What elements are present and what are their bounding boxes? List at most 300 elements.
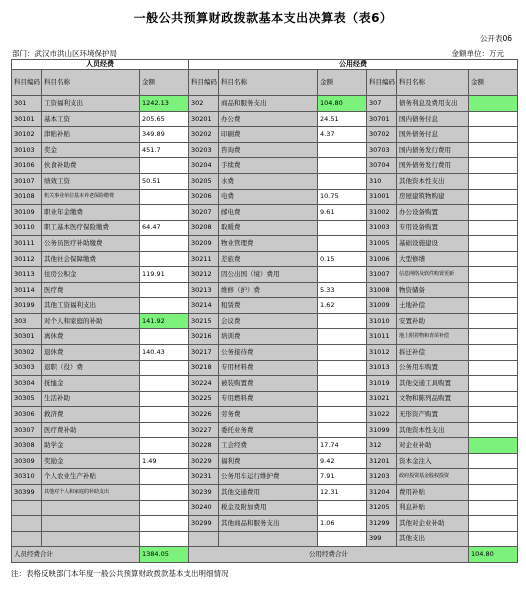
cell-amount bbox=[318, 345, 367, 361]
cell-code: 30211 bbox=[189, 251, 219, 267]
cell-code bbox=[12, 516, 42, 532]
col-header-code: 科目编码 bbox=[189, 70, 219, 96]
cell-name: 租赁费 bbox=[219, 298, 318, 314]
cell-code: 30212 bbox=[189, 267, 219, 283]
cell-code: 30202 bbox=[189, 127, 219, 143]
col-header-amount: 金额 bbox=[140, 70, 189, 96]
cell-code: 30207 bbox=[189, 205, 219, 221]
cell-amount: 7.91 bbox=[318, 469, 367, 485]
public-total-value: 104.80 bbox=[469, 547, 518, 563]
cell-code: 31022 bbox=[367, 407, 397, 423]
cell-name: 债务利息及费用支出 bbox=[397, 96, 469, 112]
cell-code: 31001 bbox=[367, 189, 397, 205]
cell-code: 399 bbox=[367, 531, 397, 547]
cell-code: 30204 bbox=[189, 158, 219, 174]
cell-code: 30309 bbox=[12, 453, 42, 469]
cell-name: 其他资本性支出 bbox=[397, 422, 469, 438]
cell-name: 办公费 bbox=[219, 111, 318, 127]
cell-code: 301 bbox=[12, 96, 42, 112]
cell-code: 30213 bbox=[189, 282, 219, 298]
cell-amount bbox=[140, 298, 189, 314]
cell-code: 31005 bbox=[367, 236, 397, 252]
cell-name: 福利费 bbox=[219, 453, 318, 469]
cell-code: 30702 bbox=[367, 127, 397, 143]
cell-code: 30218 bbox=[189, 360, 219, 376]
cell-code: 30299 bbox=[189, 516, 219, 532]
cell-code: 30304 bbox=[12, 376, 42, 392]
cell-amount bbox=[140, 329, 189, 345]
cell-amount: 119.91 bbox=[140, 267, 189, 283]
cell-amount bbox=[140, 251, 189, 267]
cell-name bbox=[42, 516, 140, 532]
cell-code: 31019 bbox=[367, 376, 397, 392]
cell-name: 文物和陈列品购置 bbox=[397, 391, 469, 407]
cell-amount bbox=[140, 282, 189, 298]
cell-name: 劳务费 bbox=[219, 407, 318, 423]
cell-name: 退休费 bbox=[42, 345, 140, 361]
table-row bbox=[12, 422, 518, 438]
cell-amount bbox=[318, 329, 367, 345]
cell-amount: 349.89 bbox=[140, 127, 189, 143]
cell-name: 培训费 bbox=[219, 329, 318, 345]
cell-amount bbox=[469, 111, 518, 127]
table-row bbox=[12, 484, 518, 500]
cell-amount bbox=[469, 453, 518, 469]
col-header-name: 科目名称 bbox=[397, 70, 469, 96]
cell-amount: 64.47 bbox=[140, 220, 189, 236]
cell-name: 国外债务发行费用 bbox=[397, 158, 469, 174]
cell-amount bbox=[318, 313, 367, 329]
cell-amount: 141.92 bbox=[140, 313, 189, 329]
cell-name: 国内债务发行费用 bbox=[397, 142, 469, 158]
cell-amount: 12.31 bbox=[318, 484, 367, 500]
cell-code: 31299 bbox=[367, 516, 397, 532]
form-number: 公开表06 bbox=[479, 34, 512, 43]
table-row bbox=[12, 158, 518, 174]
cell-amount bbox=[318, 142, 367, 158]
col-header-code: 科目编码 bbox=[12, 70, 42, 96]
cell-amount bbox=[469, 438, 518, 454]
cell-amount bbox=[469, 313, 518, 329]
cell-name: 委托业务费 bbox=[219, 422, 318, 438]
cell-amount bbox=[140, 158, 189, 174]
cell-code: 30111 bbox=[12, 236, 42, 252]
cell-code: 31013 bbox=[367, 360, 397, 376]
cell-amount: 205.65 bbox=[140, 111, 189, 127]
cell-name: 信息网络及软件购置更新 bbox=[397, 267, 469, 283]
cell-amount bbox=[469, 516, 518, 532]
cell-name: 工资福利支出 bbox=[42, 96, 140, 112]
cell-name: 专用设备购置 bbox=[397, 220, 469, 236]
table-row bbox=[12, 407, 518, 423]
cell-code: 31002 bbox=[367, 205, 397, 221]
table-row bbox=[12, 251, 518, 267]
cell-amount: 1.49 bbox=[140, 453, 189, 469]
cell-name: 专用材料费 bbox=[219, 360, 318, 376]
table-row bbox=[12, 189, 518, 205]
cell-amount bbox=[469, 407, 518, 423]
cell-amount bbox=[140, 360, 189, 376]
table-row bbox=[12, 313, 518, 329]
cell-code: 30102 bbox=[12, 127, 42, 143]
cell-name: 会议费 bbox=[219, 313, 318, 329]
cell-amount bbox=[140, 469, 189, 485]
cell-amount bbox=[469, 391, 518, 407]
cell-amount bbox=[140, 189, 189, 205]
cell-name: 抚恤金 bbox=[42, 376, 140, 392]
cell-code: 30106 bbox=[12, 158, 42, 174]
cell-code: 30224 bbox=[189, 376, 219, 392]
cell-name: 地上附着物和青苗补偿 bbox=[397, 329, 469, 345]
cell-name: 对企业补助 bbox=[397, 438, 469, 454]
cell-name: 印刷费 bbox=[219, 127, 318, 143]
cell-code: 31012 bbox=[367, 345, 397, 361]
table-row bbox=[12, 531, 518, 547]
cell-code: 30226 bbox=[189, 407, 219, 423]
cell-code: 30703 bbox=[367, 142, 397, 158]
cell-amount bbox=[140, 438, 189, 454]
cell-amount bbox=[318, 407, 367, 423]
cell-code: 31006 bbox=[367, 251, 397, 267]
cell-name: 水费 bbox=[219, 174, 318, 190]
cell-amount bbox=[469, 205, 518, 221]
cell-amount: 451.7 bbox=[140, 142, 189, 158]
cell-code: 30216 bbox=[189, 329, 219, 345]
col-header-name: 科目名称 bbox=[219, 70, 318, 96]
cell-code: 31010 bbox=[367, 313, 397, 329]
cell-code: 30399 bbox=[12, 484, 42, 500]
cell-amount bbox=[140, 376, 189, 392]
cell-code: 30208 bbox=[189, 220, 219, 236]
cell-code: 31203 bbox=[367, 469, 397, 485]
cell-code: 31009 bbox=[367, 298, 397, 314]
cell-amount: 24.51 bbox=[318, 111, 367, 127]
footnote: 注：表格反映部门本年度一般公共预算财政拨款基本支出明细情况 bbox=[11, 569, 229, 578]
cell-name: 个人农业生产补贴 bbox=[42, 469, 140, 485]
cell-amount bbox=[469, 329, 518, 345]
cell-name bbox=[219, 531, 318, 547]
cell-name: 绩效工资 bbox=[42, 174, 140, 190]
cell-code: 30701 bbox=[367, 111, 397, 127]
cell-code: 31099 bbox=[367, 422, 397, 438]
cell-code: 31021 bbox=[367, 391, 397, 407]
cell-name: 住房公积金 bbox=[42, 267, 140, 283]
cell-amount bbox=[140, 500, 189, 516]
cell-amount: 140.43 bbox=[140, 345, 189, 361]
cell-name: 利息补贴 bbox=[397, 500, 469, 516]
cell-name: 救济费 bbox=[42, 407, 140, 423]
cell-name: 其他交通费用 bbox=[219, 484, 318, 500]
cell-amount bbox=[469, 360, 518, 376]
cell-code: 30308 bbox=[12, 438, 42, 454]
cell-name: 办公设备购置 bbox=[397, 205, 469, 221]
cell-amount: 9.42 bbox=[318, 453, 367, 469]
table-row bbox=[12, 469, 518, 485]
page-title: 一般公共预算财政拨款基本支出决算表（表6） bbox=[133, 11, 393, 25]
cell-name: 退职（役）费 bbox=[42, 360, 140, 376]
cell-name: 伙食补助费 bbox=[42, 158, 140, 174]
cell-amount: 5.33 bbox=[318, 282, 367, 298]
cell-code: 30114 bbox=[12, 282, 42, 298]
cell-code: 31204 bbox=[367, 484, 397, 500]
cell-code: 302 bbox=[189, 96, 219, 112]
cell-code: 30107 bbox=[12, 174, 42, 190]
cell-amount bbox=[469, 267, 518, 283]
cell-amount bbox=[318, 376, 367, 392]
cell-amount: 17.74 bbox=[318, 438, 367, 454]
personnel-total-label: 人员经费合计 bbox=[12, 547, 140, 563]
cell-amount bbox=[318, 531, 367, 547]
table-row bbox=[12, 96, 518, 112]
cell-name: 公务用车运行维护费 bbox=[219, 469, 318, 485]
table-row bbox=[12, 391, 518, 407]
cell-amount bbox=[140, 531, 189, 547]
cell-amount bbox=[469, 484, 518, 500]
cell-code: 307 bbox=[367, 96, 397, 112]
cell-amount bbox=[140, 484, 189, 500]
cell-amount: 10.75 bbox=[318, 189, 367, 205]
cell-name: 差旅费 bbox=[219, 251, 318, 267]
cell-code bbox=[12, 500, 42, 516]
cell-code: 30307 bbox=[12, 422, 42, 438]
table-row bbox=[12, 282, 518, 298]
cell-code: 31205 bbox=[367, 500, 397, 516]
cell-code: 30303 bbox=[12, 360, 42, 376]
cell-name: 政府投资基金股权投资 bbox=[397, 469, 469, 485]
cell-amount bbox=[469, 96, 518, 112]
cell-name: 费用补贴 bbox=[397, 484, 469, 500]
cell-code: 31008 bbox=[367, 282, 397, 298]
cell-name: 因公出国（境）费用 bbox=[219, 267, 318, 283]
group-personnel: 人员经费 bbox=[12, 60, 189, 70]
cell-name: 其他交通工具购置 bbox=[397, 376, 469, 392]
cell-amount bbox=[140, 516, 189, 532]
col-header-name: 科目名称 bbox=[42, 70, 140, 96]
cell-name bbox=[42, 500, 140, 516]
cell-amount: 1242.13 bbox=[140, 96, 189, 112]
cell-amount bbox=[318, 158, 367, 174]
cell-amount bbox=[469, 236, 518, 252]
totals-row bbox=[12, 547, 518, 563]
table-row bbox=[12, 205, 518, 221]
cell-amount: 104.80 bbox=[318, 96, 367, 112]
cell-name: 商品和服务支出 bbox=[219, 96, 318, 112]
table-row bbox=[12, 267, 518, 283]
cell-name: 其他社会保障缴费 bbox=[42, 251, 140, 267]
cell-name: 手续费 bbox=[219, 158, 318, 174]
cell-amount bbox=[140, 236, 189, 252]
cell-code: 30101 bbox=[12, 111, 42, 127]
public-total-label: 公用经费合计 bbox=[189, 547, 469, 563]
cell-amount bbox=[140, 422, 189, 438]
cell-code: 30214 bbox=[189, 298, 219, 314]
cell-name: 物业管理费 bbox=[219, 236, 318, 252]
cell-name: 房屋建筑物购建 bbox=[397, 189, 469, 205]
cell-name: 被装购置费 bbox=[219, 376, 318, 392]
cell-amount bbox=[469, 500, 518, 516]
cell-name: 助学金 bbox=[42, 438, 140, 454]
table-row bbox=[12, 438, 518, 454]
cell-name bbox=[42, 531, 140, 547]
cell-name: 物资储备 bbox=[397, 282, 469, 298]
cell-name: 国内债务付息 bbox=[397, 111, 469, 127]
cell-name: 其他对企业补助 bbox=[397, 516, 469, 532]
table-row bbox=[12, 111, 518, 127]
cell-name: 土地补偿 bbox=[397, 298, 469, 314]
cell-amount bbox=[318, 391, 367, 407]
cell-code: 310 bbox=[367, 174, 397, 190]
table-row bbox=[12, 500, 518, 516]
unit-label: 金额单位：万元 bbox=[451, 49, 504, 58]
cell-name: 安置补助 bbox=[397, 313, 469, 329]
cell-name: 其他对个人和家庭的补助支出 bbox=[42, 484, 140, 500]
cell-code: 31011 bbox=[367, 329, 397, 345]
cell-code: 31003 bbox=[367, 220, 397, 236]
cell-code: 30302 bbox=[12, 345, 42, 361]
table-row bbox=[12, 516, 518, 532]
cell-name: 邮电费 bbox=[219, 205, 318, 221]
cell-name: 基本工资 bbox=[42, 111, 140, 127]
cell-name: 奖励金 bbox=[42, 453, 140, 469]
cell-name: 工会经费 bbox=[219, 438, 318, 454]
cell-code: 30227 bbox=[189, 422, 219, 438]
cell-amount bbox=[318, 174, 367, 190]
cell-name: 取暖费 bbox=[219, 220, 318, 236]
cell-name: 税金及附加费用 bbox=[219, 500, 318, 516]
cell-code: 30108 bbox=[12, 189, 42, 205]
cell-amount bbox=[140, 391, 189, 407]
cell-name: 公务员医疗补助缴费 bbox=[42, 236, 140, 252]
cell-name: 资本金注入 bbox=[397, 453, 469, 469]
cell-name: 其他工资福利支出 bbox=[42, 298, 140, 314]
cell-code: 30205 bbox=[189, 174, 219, 190]
cell-name: 对个人和家庭的补助 bbox=[42, 313, 140, 329]
cell-code: 30306 bbox=[12, 407, 42, 423]
cell-name: 拆迁补偿 bbox=[397, 345, 469, 361]
cell-code: 31201 bbox=[367, 453, 397, 469]
cell-code: 30203 bbox=[189, 142, 219, 158]
cell-code: 30110 bbox=[12, 220, 42, 236]
cell-amount bbox=[469, 531, 518, 547]
cell-amount bbox=[469, 376, 518, 392]
cell-name: 咨询费 bbox=[219, 142, 318, 158]
cell-amount: 50.51 bbox=[140, 174, 189, 190]
cell-code: 303 bbox=[12, 313, 42, 329]
cell-amount bbox=[469, 174, 518, 190]
cell-name: 其他支出 bbox=[397, 531, 469, 547]
cell-code: 30704 bbox=[367, 158, 397, 174]
cell-code: 30199 bbox=[12, 298, 42, 314]
table-row bbox=[12, 453, 518, 469]
cell-amount: 1.62 bbox=[318, 298, 367, 314]
table-row bbox=[12, 236, 518, 252]
cell-name: 其他商品和服务支出 bbox=[219, 516, 318, 532]
cell-code: 30217 bbox=[189, 345, 219, 361]
col-header-amount: 金额 bbox=[469, 70, 518, 96]
cell-name: 其他资本性支出 bbox=[397, 174, 469, 190]
cell-code: 30112 bbox=[12, 251, 42, 267]
cell-code bbox=[189, 531, 219, 547]
cell-amount bbox=[469, 158, 518, 174]
cell-amount: 1.06 bbox=[318, 516, 367, 532]
cell-amount: 0.15 bbox=[318, 251, 367, 267]
cell-name: 专用燃料费 bbox=[219, 391, 318, 407]
cell-name: 津贴补贴 bbox=[42, 127, 140, 143]
cell-code: 30201 bbox=[189, 111, 219, 127]
cell-code bbox=[12, 531, 42, 547]
cell-code: 30225 bbox=[189, 391, 219, 407]
table-row bbox=[12, 345, 518, 361]
cell-code: 30109 bbox=[12, 205, 42, 221]
table-row bbox=[12, 220, 518, 236]
cell-code: 312 bbox=[367, 438, 397, 454]
cell-amount: 9.61 bbox=[318, 205, 367, 221]
department-label: 部门：武汉市洪山区环境保护局 bbox=[12, 49, 117, 58]
cell-amount: 4.37 bbox=[318, 127, 367, 143]
table-row bbox=[12, 127, 518, 143]
cell-code: 30228 bbox=[189, 438, 219, 454]
cell-code: 30240 bbox=[189, 500, 219, 516]
cell-amount bbox=[469, 189, 518, 205]
cell-code: 30229 bbox=[189, 453, 219, 469]
cell-amount bbox=[318, 360, 367, 376]
cell-name: 公务接待费 bbox=[219, 345, 318, 361]
cell-name: 离休费 bbox=[42, 329, 140, 345]
col-header-code: 科目编码 bbox=[367, 70, 397, 96]
cell-amount bbox=[469, 282, 518, 298]
cell-name: 职工基本医疗保险缴费 bbox=[42, 220, 140, 236]
cell-amount bbox=[140, 407, 189, 423]
cell-amount bbox=[469, 127, 518, 143]
cell-name: 生活补助 bbox=[42, 391, 140, 407]
cell-amount bbox=[469, 298, 518, 314]
table-row bbox=[12, 298, 518, 314]
cell-code: 30113 bbox=[12, 267, 42, 283]
col-header-amount: 金额 bbox=[318, 70, 367, 96]
table-row bbox=[12, 376, 518, 392]
cell-name: 无形资产购置 bbox=[397, 407, 469, 423]
expenditure-table bbox=[11, 59, 518, 563]
cell-amount bbox=[318, 220, 367, 236]
cell-name: 机关事业单位基本养老保险缴费 bbox=[42, 189, 140, 205]
cell-amount bbox=[469, 142, 518, 158]
cell-code: 30310 bbox=[12, 469, 42, 485]
cell-name: 医疗费补助 bbox=[42, 422, 140, 438]
cell-code: 30103 bbox=[12, 142, 42, 158]
cell-amount bbox=[318, 267, 367, 283]
cell-amount bbox=[469, 251, 518, 267]
cell-name: 基础设施建设 bbox=[397, 236, 469, 252]
cell-name: 职业年金缴费 bbox=[42, 205, 140, 221]
cell-name: 公务用车购置 bbox=[397, 360, 469, 376]
cell-amount bbox=[318, 500, 367, 516]
group-public: 公用经费 bbox=[189, 60, 518, 70]
cell-name: 电费 bbox=[219, 189, 318, 205]
table-row bbox=[12, 360, 518, 376]
cell-code: 30239 bbox=[189, 484, 219, 500]
cell-amount bbox=[318, 236, 367, 252]
cell-code: 30215 bbox=[189, 313, 219, 329]
cell-amount bbox=[318, 422, 367, 438]
personnel-total-value: 1384.05 bbox=[140, 547, 189, 563]
cell-code: 30206 bbox=[189, 189, 219, 205]
cell-code: 30231 bbox=[189, 469, 219, 485]
cell-code: 30305 bbox=[12, 391, 42, 407]
cell-amount bbox=[469, 422, 518, 438]
cell-name: 维修（护）费 bbox=[219, 282, 318, 298]
cell-name: 奖金 bbox=[42, 142, 140, 158]
cell-amount bbox=[469, 220, 518, 236]
